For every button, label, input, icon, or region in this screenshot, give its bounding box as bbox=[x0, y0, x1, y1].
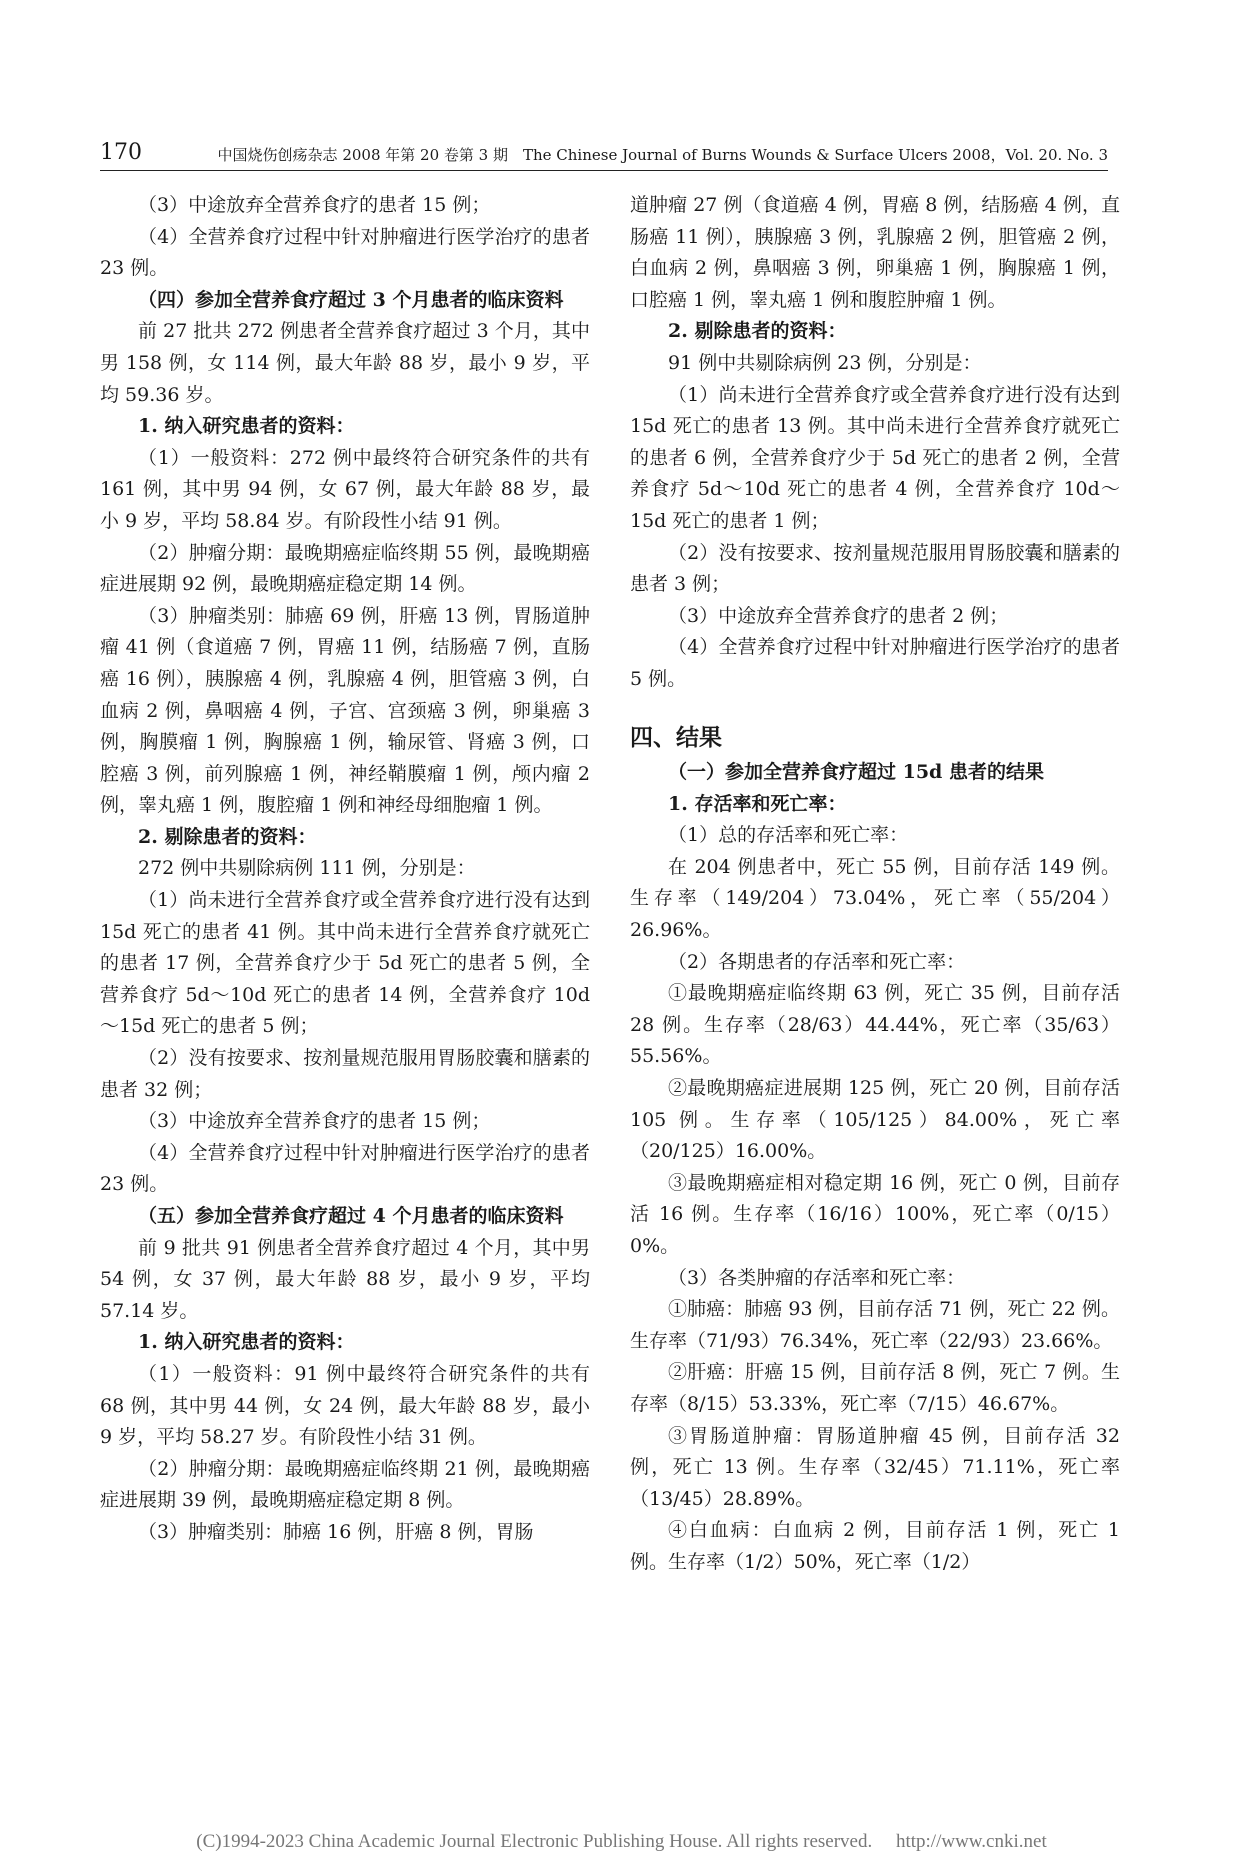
right-column bbox=[630, 190, 1120, 1579]
paragraph: （3）肿瘤类别：肺癌 16 例，肝癌 8 例，胃肠 bbox=[138, 1520, 534, 1543]
subsection-heading: （四）参加全营养食疗超过 3 个月患者的临床资料 bbox=[138, 288, 564, 311]
subheading: 2. 剔除患者的资料： bbox=[138, 825, 317, 848]
paragraph: （3）中途放弃全营养食疗的患者 2 例； bbox=[668, 604, 1009, 627]
paragraph: ①肺癌：肺癌 93 例，目前存活 71 例，死亡 22 例。生存率（71/93）76.34%，死亡率（22/93）23.66%。 bbox=[630, 1298, 1120, 1352]
paragraph: （1）尚未进行全营养食疗或全营养食疗进行没有达到 15d 死亡的患者 41 例。其中尚未进行全营养食疗就死亡的患者 17 例，全营养食疗少于 5d 死亡的患者 5 例，全营养食疗 5d～10d 死亡的患者 14 例，全营养食疗 10d～15d 死亡的患者 5 例； bbox=[100, 889, 590, 1038]
paragraph: 在 204 例患者中，死亡 55 例，目前存活 149 例。生存率（149/204）73.04%，死亡率（55/204）26.96%。 bbox=[630, 855, 1120, 942]
paragraph: 272 例中共剔除病例 111 例，分别是： bbox=[138, 857, 476, 880]
paragraph: 前 27 批共 272 例患者全营养食疗超过 3 个月，其中男 158 例，女 114 例，最大年龄 88 岁，最小 9 岁，平均 59.36 岁。 bbox=[100, 320, 590, 406]
paragraph: （2）肿瘤分期：最晚期癌症临终期 55 例，最晚期癌症进展期 92 例，最晚期癌症稳定期 14 例。 bbox=[100, 541, 590, 596]
subheading: 1. 纳入研究患者的资料： bbox=[138, 415, 355, 438]
paragraph: （4）全营养食疗过程中针对肿瘤进行医学治疗的患者 5 例。 bbox=[630, 636, 1120, 690]
paragraph: ③最晚期癌症相对稳定期 16 例，死亡 0 例，目前存活 16 例。生存率（16/16）100%，死亡率（0/15）0%。 bbox=[630, 1171, 1120, 1257]
paragraph: （1）总的存活率和死亡率： bbox=[668, 824, 909, 847]
paragraph: （4）全营养食疗过程中针对肿瘤进行医学治疗的患者 23 例。 bbox=[100, 1141, 590, 1196]
paragraph: ①最晚期癌症临终期 63 例，死亡 35 例，目前存活 28 例。生存率（28/63）44.44%，死亡率（35/63）55.56%。 bbox=[630, 982, 1120, 1068]
copyright-footer: (C)1994-2023 China Academic Journal Electronic Publishing House. All rights reserved. http://www.cnki.net bbox=[196, 1831, 1047, 1852]
paragraph: 91 例中共剔除病例 23 例，分别是： bbox=[668, 351, 982, 374]
paragraph: （3）各类肿瘤的存活率和死亡率： bbox=[668, 1266, 966, 1289]
paragraph: （2）没有按要求、按剂量规范服用胃肠胶囊和膳素的患者 3 例； bbox=[630, 541, 1120, 596]
paragraph: （1）一般资料：272 例中最终符合研究条件的共有 161 例，其中男 94 例，女 67 例，最大年龄 88 岁，最小 9 岁，平均 58.84 岁。有阶段性小结 91 例。 bbox=[100, 446, 590, 532]
paragraph: （3）中途放弃全营养食疗的患者 15 例； bbox=[138, 194, 491, 216]
paragraph: 前 9 批共 91 例患者全营养食疗超过 4 个月，其中男 54 例，女 37 例，最大年龄 88 岁，最小 9 岁，平均 57.14 岁。 bbox=[100, 1236, 590, 1322]
paragraph: ②肝癌：肝癌 15 例，目前存活 8 例，死亡 7 例。生存率（8/15）53.33%，死亡率（7/15）46.67%。 bbox=[630, 1361, 1120, 1415]
paragraph: ③胃肠道肿瘤：胃肠道肿瘤 45 例，目前存活 32 例，死亡 13 例。生存率（32/45）71.11%，死亡率（13/45）28.89%。 bbox=[630, 1424, 1120, 1510]
subheading: 2. 剔除患者的资料： bbox=[668, 320, 847, 343]
subheading: 1. 纳入研究患者的资料： bbox=[138, 1331, 355, 1354]
page-number: 170 bbox=[100, 140, 142, 165]
paragraph: （3）肿瘤类别：肺癌 69 例，肝癌 13 例，胃肠道肿瘤 41 例（食道癌 7 例，胃癌 11 例，结肠癌 7 例，直肠癌 16 例），胰腺癌 4 例，乳腺癌 4 例，胆管癌 3 例，白血病 2 例，鼻咽癌 4 例，子宫、宫颈癌 3 例，卵巢癌 3 例，胸膜瘤 1 例，胸腺癌 1 例，输尿管、肾癌 3 例，口腔癌 3 例，前列腺癌 1 例，神经鞘膜瘤 1 例，颅内瘤 2 例，睾丸癌 1 例，腹腔瘤 1 例和神经母细胞瘤 1 例。 bbox=[100, 604, 590, 817]
paragraph: ④白血病：白血病 2 例，目前存活 1 例，死亡 1 例。生存率（1/2）50%，死亡率（1/2） bbox=[630, 1519, 1120, 1573]
running-header bbox=[100, 140, 1108, 171]
left-column bbox=[100, 190, 590, 1549]
subheading: 1. 存活率和死亡率： bbox=[668, 792, 847, 815]
section-heading: 四、结果 bbox=[630, 723, 722, 751]
paragraph: 道肿瘤 27 例（食道癌 4 例，胃癌 8 例，结肠癌 4 例，直肠癌 11 例），胰腺癌 3 例，乳腺癌 2 例，胆管癌 2 例，白血病 2 例，鼻咽癌 3 例，卵巢癌 1 例，胸腺癌 1 例，口腔癌 1 例，睾丸癌 1 例和腹腔肿瘤 1 例。 bbox=[630, 194, 1120, 311]
paragraph: （4）全营养食疗过程中针对肿瘤进行医学治疗的患者 23 例。 bbox=[100, 225, 590, 280]
journal-running-title: 中国烧伤创疡杂志 2008 年第 20 卷第 3 期 The Chinese Journal of Burns Wounds & Surface Ulcers 2008，Vol. 20. No. 3 bbox=[217, 146, 1108, 164]
paragraph: （2）肿瘤分期：最晚期癌症临终期 21 例，最晚期癌症进展期 39 例，最晚期癌症稳定期 8 例。 bbox=[100, 1457, 590, 1512]
paragraph: （2）各期患者的存活率和死亡率： bbox=[668, 950, 966, 973]
subsection-heading: （一）参加全营养食疗超过 15d 患者的结果 bbox=[668, 761, 1044, 784]
paragraph: （3）中途放弃全营养食疗的患者 15 例； bbox=[138, 1110, 491, 1133]
paragraph: （1）尚未进行全营养食疗或全营养食疗进行没有达到 15d 死亡的患者 13 例。其中尚未进行全营养食疗就死亡的患者 6 例，全营养食疗少于 5d 死亡的患者 2 例，全营养食疗 5d～10d 死亡的患者 4 例，全营养食疗 10d～15d 死亡的患者 1 例； bbox=[630, 383, 1120, 532]
paragraph: （2）没有按要求、按剂量规范服用胃肠胶囊和膳素的患者 32 例； bbox=[100, 1047, 590, 1101]
paragraph: （1）一般资料：91 例中最终符合研究条件的共有 68 例，其中男 44 例，女 24 例，最大年龄 88 岁，最小 9 岁，平均 58.27 岁。有阶段性小结 31 例。 bbox=[100, 1362, 590, 1449]
subsection-heading: （五）参加全营养食疗超过 4 个月患者的临床资料 bbox=[138, 1205, 564, 1227]
paragraph: ②最晚期癌症进展期 125 例，死亡 20 例，目前存活 105 例。生存率（105/125）84.00%，死亡率（20/125）16.00%。 bbox=[630, 1077, 1120, 1163]
